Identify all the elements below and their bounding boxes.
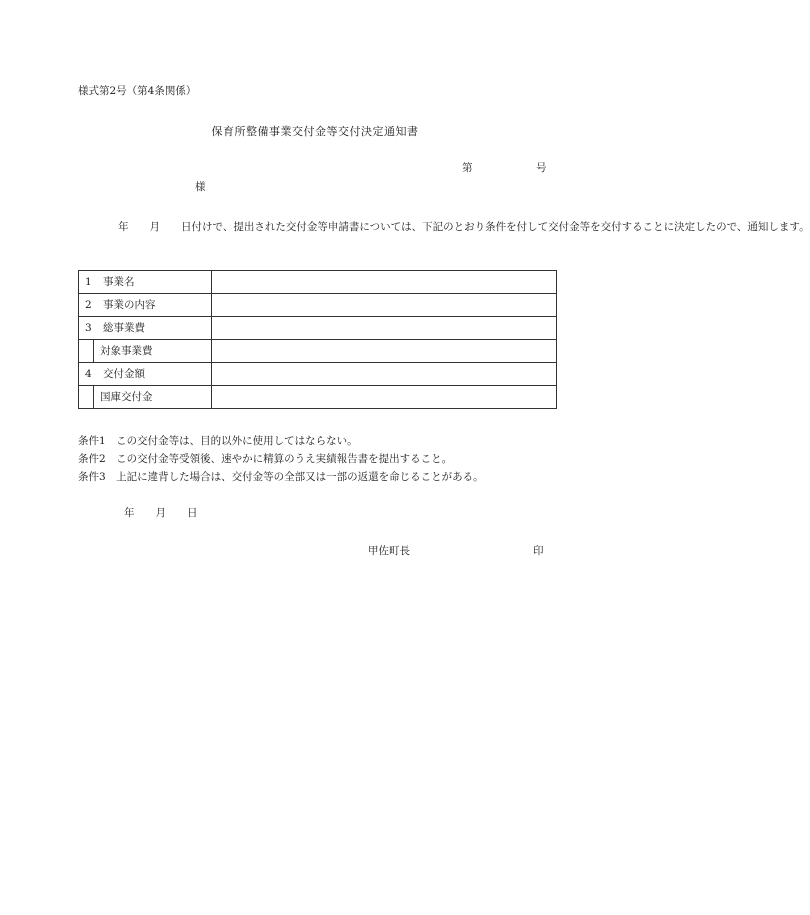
- reference-number-suffix: 号: [536, 162, 547, 174]
- indent-cell: [79, 386, 94, 409]
- indent-cell: [79, 340, 94, 363]
- body-text: 年 月 日付けで、提出された交付金等申請書については、下記のとおり条件を付して交付金等を交付することに決定したので、通知します。: [118, 221, 810, 233]
- row-label: [79, 317, 212, 340]
- notification-body: [78, 217, 810, 237]
- row-label: [94, 386, 212, 409]
- row-number: 4: [85, 367, 92, 380]
- row-value: [212, 340, 557, 363]
- document-title: 保育所整備事業交付金等交付決定通知書: [211, 125, 419, 138]
- table-row: [79, 317, 557, 340]
- row-label-text: 事業の内容: [103, 298, 156, 311]
- reference-number-prefix: 第: [462, 162, 473, 174]
- row-label: [94, 340, 212, 363]
- issue-date: 年 月 日: [124, 507, 198, 519]
- row-label-text: 対象事業費: [100, 344, 153, 357]
- row-label-text: 事業名: [103, 275, 135, 288]
- addressee-honorific: 様: [195, 181, 206, 193]
- row-number: 1: [85, 275, 92, 288]
- condition-item: 条件1 この交付金等は、目的以外に使用してはならない。: [78, 435, 358, 447]
- row-label: [79, 363, 212, 386]
- table-row: [79, 340, 557, 363]
- row-label: [79, 271, 212, 294]
- table-row: [79, 386, 557, 409]
- row-label-text: 総事業費: [103, 321, 145, 334]
- body-indent: [78, 221, 118, 233]
- table-row: [79, 271, 557, 294]
- form-number-label: 様式第2号（第4条関係）: [78, 85, 197, 97]
- row-label-text: 交付金額: [103, 367, 145, 380]
- conditions-list: [78, 432, 484, 486]
- row-number: 2: [85, 298, 92, 311]
- row-value: [212, 294, 557, 317]
- table-row: [79, 294, 557, 317]
- row-value: [212, 271, 557, 294]
- row-value: [212, 386, 557, 409]
- row-label-text: 国庫交付金: [100, 390, 153, 403]
- grant-details-table: [78, 270, 557, 409]
- row-label: [79, 294, 212, 317]
- signer-title: 甲佐町長: [368, 545, 410, 557]
- table-row: [79, 363, 557, 386]
- row-value: [212, 363, 557, 386]
- condition-item: 条件2 この交付金等受領後、速やかに精算のうえ実績報告書を提出すること。: [78, 453, 453, 465]
- seal-mark: 印: [533, 545, 544, 557]
- row-value: [212, 317, 557, 340]
- condition-item: 条件3 上記に違背した場合は、交付金等の全部又は一部の返還を命じることがある。: [78, 471, 484, 483]
- row-number: 3: [85, 321, 92, 334]
